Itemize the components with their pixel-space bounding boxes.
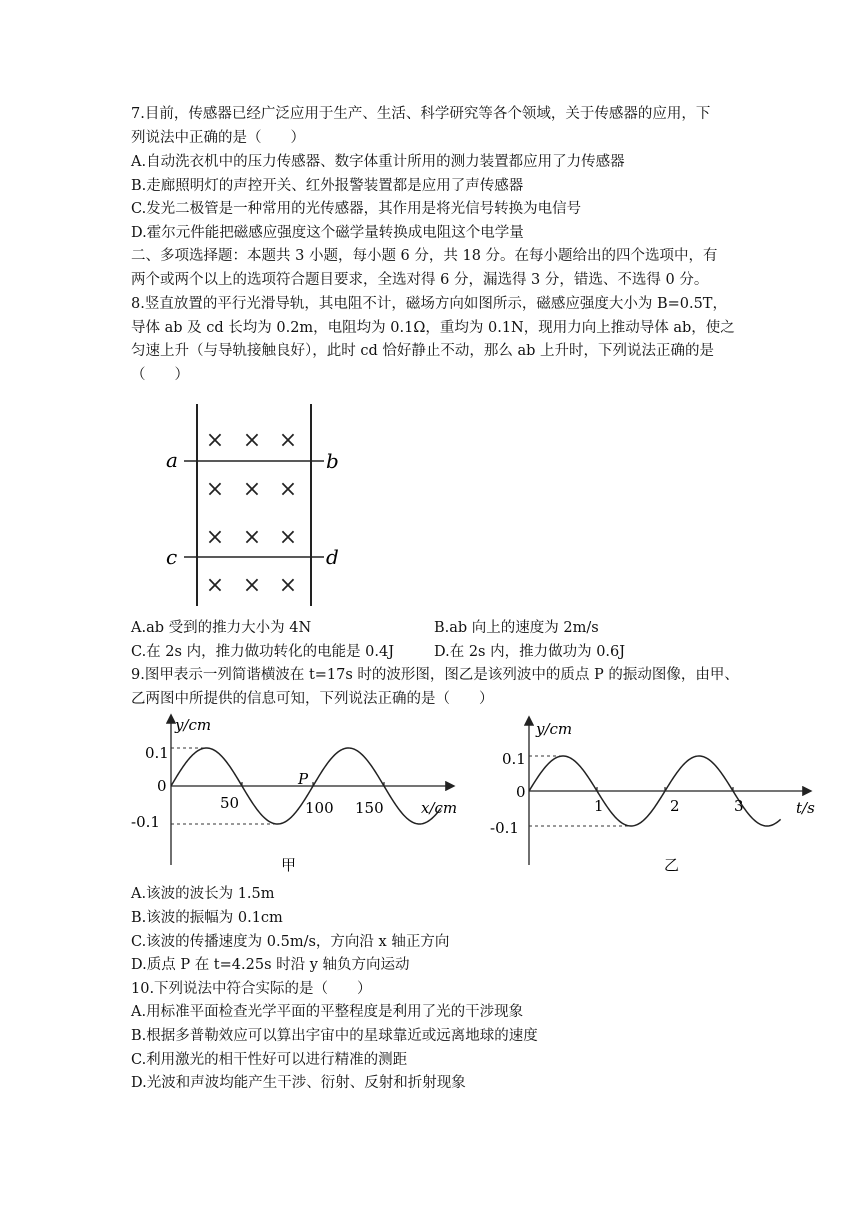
q9-option-d: D.质点 P 在 t=4.25s 时沿 y 轴负方向运动 — [131, 957, 410, 973]
point-p-label: P — [298, 770, 309, 788]
field-cross: × — [205, 428, 225, 453]
q7-option-b: B.走廊照明灯的声控开关、红外报警装置都是应用了声传感器 — [131, 178, 524, 194]
q9-stem-line1: 9.图甲表示一列简谐横波在 t=17s 时的波形图，图乙是该列波中的质点 P 的振动图像，由甲、 — [131, 667, 739, 683]
q10-option-d: D.光波和声波均能产生干涉、衍射、反射和折射现象 — [131, 1075, 466, 1091]
x-axis-label: x/cm — [421, 799, 458, 817]
x-tick-50: 50 — [220, 794, 240, 812]
field-cross: × — [278, 525, 298, 550]
y-tick-0.1: 0.1 — [502, 750, 526, 768]
field-cross: × — [205, 525, 225, 550]
q10-option-c: C.利用激光的相干性好可以进行精准的测距 — [131, 1052, 408, 1068]
q9-stem-line2: 乙两图中所提供的信息可知，下列说法正确的是（ ） — [131, 691, 494, 707]
q9-option-b: B.该波的振幅为 0.1cm — [131, 910, 283, 926]
field-cross: × — [278, 428, 298, 453]
label-d: d — [326, 545, 339, 569]
origin-label: 0 — [516, 783, 526, 801]
chart-title-yi: 乙 — [664, 856, 680, 874]
q7-option-c: C.发光二极管是一种常用的光传感器，其作用是将光信号转换为电信号 — [131, 201, 582, 217]
y-tick-neg0.1: -0.1 — [490, 819, 519, 837]
chart-title-jia: 甲 — [281, 856, 297, 874]
section2-heading-line2: 两个或两个以上的选项符合题目要求，全选对得 6 分，漏选得 3 分，错选、不选得 0 分。 — [131, 272, 709, 288]
x-tick-1: 1 — [594, 797, 604, 815]
x-axis-label: t/s — [796, 799, 815, 817]
label-a: a — [166, 448, 178, 472]
y-tick-0.1: 0.1 — [145, 744, 169, 762]
x-tick-3: 3 — [734, 797, 744, 815]
q10-stem: 10.下列说法中符合实际的是（ ） — [131, 981, 372, 997]
field-cross: × — [242, 573, 262, 598]
q8-option-d: D.在 2s 内，推力做功为 0.6J — [434, 644, 626, 660]
q8-stem-line3: 匀速上升（与导轨接触良好），此时 cd 恰好静止不动，那么 ab 上升时，下列说法正确的是 — [131, 343, 715, 359]
x-tick-2: 2 — [670, 797, 680, 815]
q10-option-a: A.用标准平面检查光学平面的平整程度是利用了光的干涉现象 — [131, 1004, 524, 1020]
q9-option-a: A.该波的波长为 1.5m — [131, 886, 275, 902]
q7-option-d: D.霍尔元件能把磁感应强度这个磁学量转换成电阻这个电学量 — [131, 225, 524, 241]
origin-label: 0 — [157, 777, 167, 795]
x-tick-150: 150 — [355, 799, 384, 817]
label-b: b — [326, 449, 339, 473]
q9-option-c: C.该波的传播速度为 0.5m/s，方向沿 x 轴正方向 — [131, 934, 450, 950]
field-cross: × — [278, 477, 298, 502]
q8-rails-figure — [160, 402, 360, 612]
q7-option-a: A.自动洗衣机中的压力传感器、数字体重计所用的测力装置都应用了力传感器 — [131, 154, 625, 170]
field-cross: × — [242, 428, 262, 453]
q8-stem-line4: （ ） — [131, 367, 189, 383]
field-cross: × — [242, 477, 262, 502]
field-cross: × — [242, 525, 262, 550]
x-tick-100: 100 — [305, 799, 334, 817]
q8-stem-line1: 8.竖直放置的平行光滑导轨，其电阻不计，磁场方向如图所示，磁感应强度大小为 B=0.5T， — [131, 296, 727, 312]
label-c: c — [166, 545, 178, 569]
q7-stem-line2: 列说法中正确的是（ ） — [131, 130, 305, 146]
field-cross: × — [205, 573, 225, 598]
y-axis-label: y/cm — [536, 720, 573, 738]
y-tick-neg0.1: -0.1 — [131, 813, 160, 831]
q8-option-a: A.ab 受到的推力大小为 4N — [131, 620, 312, 636]
q10-option-b: B.根据多普勒效应可以算出宇宙中的星球靠近或远离地球的速度 — [131, 1028, 538, 1044]
field-cross: × — [205, 477, 225, 502]
wave-chart-jia — [131, 710, 461, 875]
y-axis-label: y/cm — [175, 716, 212, 734]
field-cross: × — [278, 573, 298, 598]
vibration-chart-yi — [490, 710, 820, 875]
q8-option-c: C.在 2s 内，推力做功转化的电能是 0.4J — [131, 644, 395, 660]
q7-stem-line1: 7.目前，传感器已经广泛应用于生产、生活、科学研究等各个领域，关于传感器的应用，下 — [131, 106, 711, 122]
q8-stem-line2: 导体 ab 及 cd 长均为 0.2m，电阻均为 0.1Ω，重均为 0.1N，现用力向上推动导体 ab，使之 — [131, 320, 735, 336]
section2-heading-line1: 二、多项选择题：本题共 3 小题，每小题 6 分，共 18 分。在每小题给出的四个选项中，有 — [131, 248, 718, 264]
q8-option-b: B.ab 向上的速度为 2m/s — [434, 620, 599, 636]
